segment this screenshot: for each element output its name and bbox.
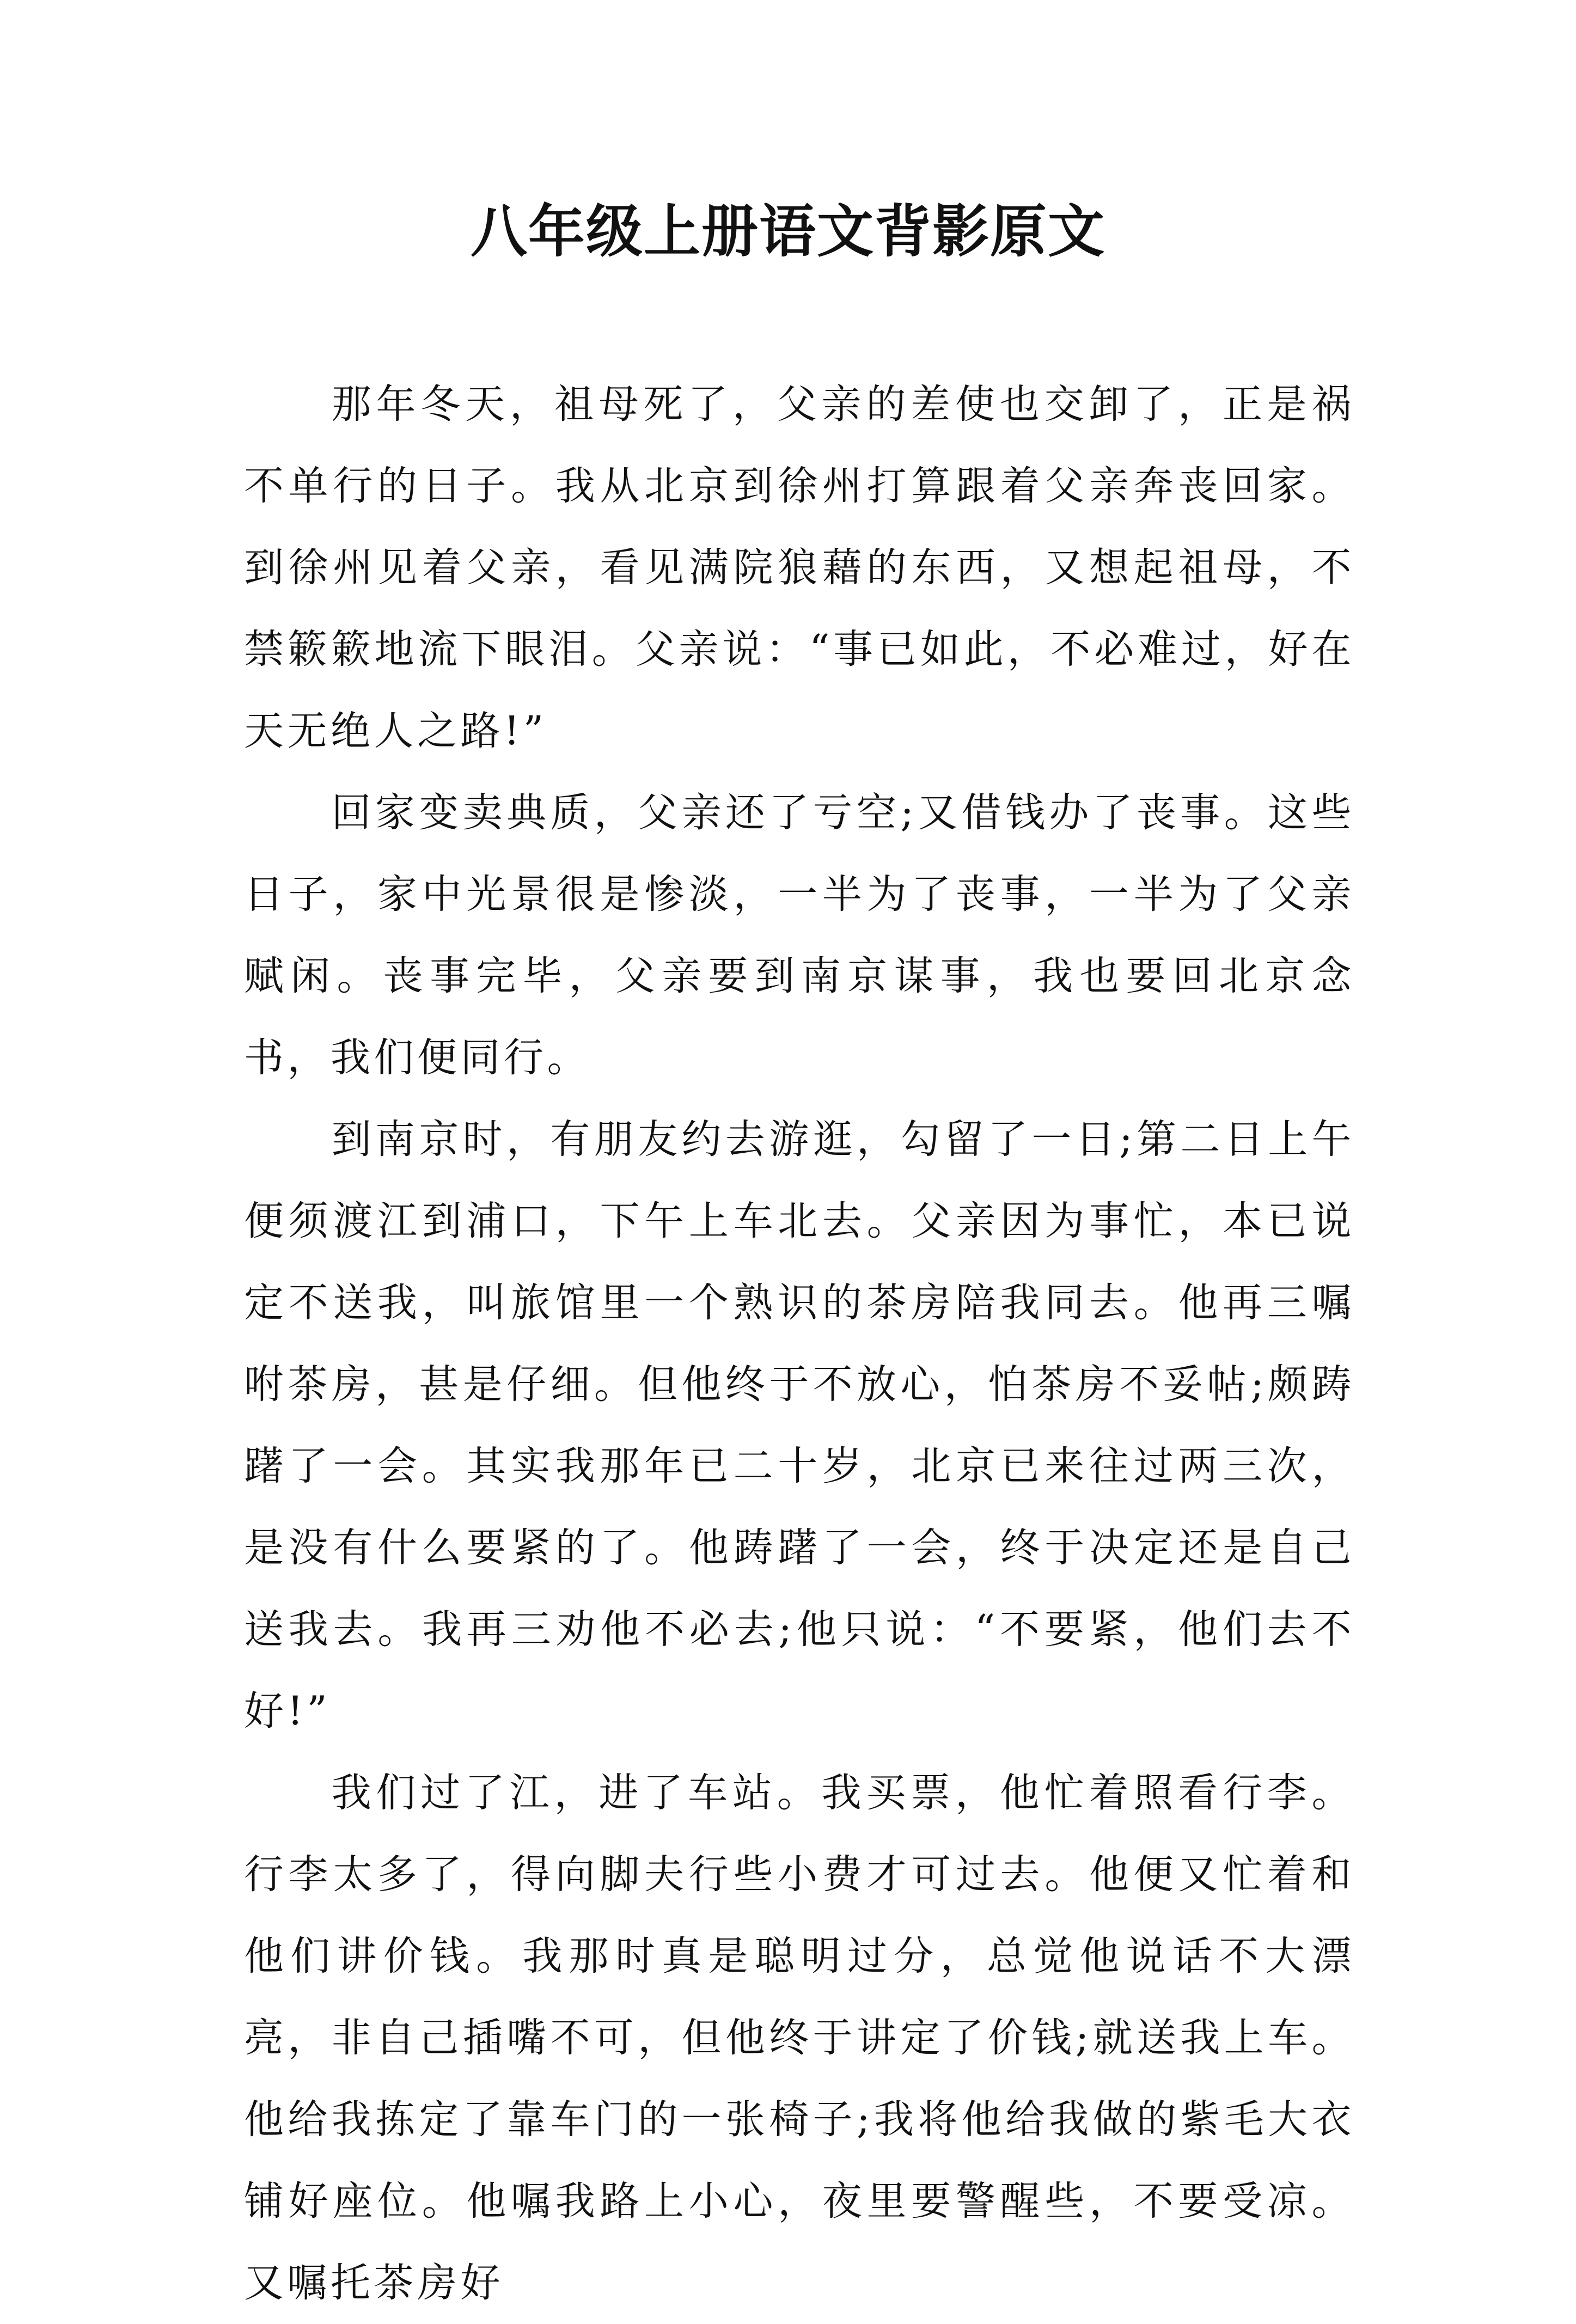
paragraph-3: 到南京时，有朋友约去游逛，勾留了一日;第二日上午便须渡江到浦口，下午上车北去。父亲因为事忙，本已说定不送我，叫旅馆里一个熟识的茶房陪我同去。他再三嘱咐茶房，甚是仔细。但他终于不放心，怕茶房不妥帖;颇踌躇了一会。其实我那年已二十岁，北京已来往过两三次，是没有什么要紧的了。他踌躇了一会，终于决定还是自己送我去。我再三劝他不必去;他只说：“不要紧，他们去不好!” [244,1116,1355,1734]
paragraph-4: 我们过了江，进了车站。我买票，他忙着照看行李。行李太多了，得向脚夫行些小费才可过去。他便又忙着和他们讲价钱。我那时真是聪明过分，总觉他说话不大漂亮，非自己插嘴不可，但他终于讲定了价钱;就送我上车。他给我拣定了靠车门的一张椅子;我将他给我做的紫毛大衣铺好座位。他嘱我路上小心，夜里要警醒些，不要受凉。又嘱托茶房好 [244,1770,1355,2306]
paragraph-2: 回家变卖典质，父亲还了亏空;又借钱办了丧事。这些日子，家中光景很是惨淡，一半为了丧事，一半为了父亲赋闲。丧事完毕，父亲要到南京谋事，我也要回北京念书，我们便同行。 [244,790,1355,1081]
document-title: 八年级上册语文背影原文 [470,198,1105,265]
paragraph-1: 那年冬天，祖母死了，父亲的差使也交卸了，正是祸不单行的日子。我从北京到徐州打算跟着父亲奔丧回家。到徐州见着父亲，看见满院狼藉的东西，又想起祖母，不禁簌簌地流下眼泪。父亲说：“事已如此，不必难过，好在天无绝人之路!” [244,381,1355,754]
document-body [244,364,1355,2324]
